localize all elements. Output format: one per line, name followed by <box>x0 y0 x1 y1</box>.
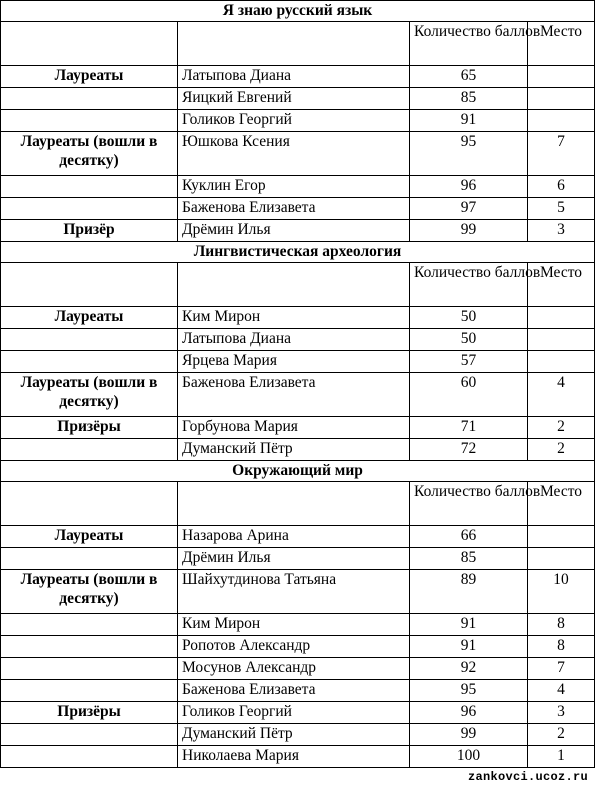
place-value: 7 <box>528 658 595 680</box>
table-row <box>1 220 595 242</box>
participant-name: Ропотов Александр <box>178 636 410 658</box>
category-label: Призёры <box>1 417 178 439</box>
score-value: 57 <box>410 351 528 373</box>
watermark: zankovci.ucoz.ru <box>467 770 588 784</box>
table-row <box>1 66 595 88</box>
section-header-row <box>1 22 595 66</box>
score-value: 91 <box>410 110 528 132</box>
category-label <box>1 110 178 132</box>
place-value <box>528 351 595 373</box>
score-value: 71 <box>410 417 528 439</box>
place-value: 5 <box>528 198 595 220</box>
place-value: 4 <box>528 373 595 417</box>
score-value: 96 <box>410 702 528 724</box>
table-row <box>1 658 595 680</box>
category-label: Призёр <box>1 220 178 242</box>
table-row <box>1 439 595 461</box>
place-value: 3 <box>528 220 595 242</box>
score-value: 85 <box>410 548 528 570</box>
place-value <box>528 329 595 351</box>
participant-name: Дрёмин Илья <box>178 220 410 242</box>
place-value: 8 <box>528 614 595 636</box>
participant-name: Баженова Елизавета <box>178 373 410 417</box>
header-category-cell <box>1 22 178 66</box>
score-value: 99 <box>410 220 528 242</box>
results-body <box>1 1 595 768</box>
place-value <box>528 88 595 110</box>
place-value <box>528 110 595 132</box>
header-place: Место <box>528 22 595 66</box>
category-label: Лауреаты (вошли в десятку) <box>1 132 178 176</box>
category-label <box>1 88 178 110</box>
participant-name: Николаева Мария <box>178 746 410 768</box>
header-score: Количество баллов <box>410 22 528 66</box>
participant-name: Горбунова Мария <box>178 417 410 439</box>
header-score: Количество баллов <box>410 263 528 307</box>
participant-name: Назарова Арина <box>178 526 410 548</box>
place-value: 2 <box>528 439 595 461</box>
place-value: 4 <box>528 680 595 702</box>
section-header-row <box>1 482 595 526</box>
place-value: 1 <box>528 746 595 768</box>
place-value: 6 <box>528 176 595 198</box>
table-row <box>1 88 595 110</box>
table-row <box>1 702 595 724</box>
place-value: 7 <box>528 132 595 176</box>
table-row <box>1 176 595 198</box>
participant-name: Ярцева Мария <box>178 351 410 373</box>
section-title-row <box>1 1 595 22</box>
score-value: 91 <box>410 614 528 636</box>
table-row <box>1 636 595 658</box>
category-label: Лауреаты <box>1 66 178 88</box>
score-value: 97 <box>410 198 528 220</box>
participant-name: Голиков Георгий <box>178 702 410 724</box>
participant-name: Думанский Пётр <box>178 439 410 461</box>
header-place: Место <box>528 482 595 526</box>
category-label <box>1 439 178 461</box>
score-value: 72 <box>410 439 528 461</box>
header-score: Количество баллов <box>410 482 528 526</box>
participant-name: Думанский Пётр <box>178 724 410 746</box>
table-row <box>1 110 595 132</box>
participant-name: Латыпова Диана <box>178 329 410 351</box>
category-label <box>1 636 178 658</box>
header-category-cell <box>1 263 178 307</box>
score-value: 95 <box>410 680 528 702</box>
table-row <box>1 570 595 614</box>
score-value: 65 <box>410 66 528 88</box>
score-value: 91 <box>410 636 528 658</box>
participant-name: Латыпова Диана <box>178 66 410 88</box>
table-row <box>1 526 595 548</box>
section-title-row <box>1 242 595 263</box>
table-row <box>1 724 595 746</box>
category-label <box>1 614 178 636</box>
category-label <box>1 746 178 768</box>
header-name-cell <box>178 22 410 66</box>
participant-name: Куклин Егор <box>178 176 410 198</box>
score-value: 95 <box>410 132 528 176</box>
place-value <box>528 307 595 329</box>
category-label: Лауреаты (вошли в десятку) <box>1 570 178 614</box>
category-label <box>1 724 178 746</box>
place-value: 2 <box>528 417 595 439</box>
participant-name: Шайхутдинова Татьяна <box>178 570 410 614</box>
score-value: 89 <box>410 570 528 614</box>
score-value: 60 <box>410 373 528 417</box>
table-row <box>1 680 595 702</box>
category-label <box>1 198 178 220</box>
score-value: 92 <box>410 658 528 680</box>
participant-name: Юшкова Ксения <box>178 132 410 176</box>
table-row <box>1 307 595 329</box>
header-place: Место <box>528 263 595 307</box>
category-label: Лауреаты <box>1 526 178 548</box>
table-row <box>1 198 595 220</box>
score-value: 85 <box>410 88 528 110</box>
participant-name: Дрёмин Илья <box>178 548 410 570</box>
place-value <box>528 548 595 570</box>
place-value: 2 <box>528 724 595 746</box>
table-row <box>1 351 595 373</box>
score-value: 50 <box>410 329 528 351</box>
score-value: 99 <box>410 724 528 746</box>
score-value: 96 <box>410 176 528 198</box>
table-row <box>1 614 595 636</box>
place-value: 10 <box>528 570 595 614</box>
section-title: Я знаю русский язык <box>1 1 595 22</box>
header-name-cell <box>178 482 410 526</box>
table-row <box>1 548 595 570</box>
place-value <box>528 66 595 88</box>
section-title-row <box>1 461 595 482</box>
section-title: Лингвистическая археология <box>1 242 595 263</box>
participant-name: Мосунов Александр <box>178 658 410 680</box>
table-row <box>1 373 595 417</box>
place-value: 8 <box>528 636 595 658</box>
score-value: 50 <box>410 307 528 329</box>
table-row <box>1 746 595 768</box>
participant-name: Баженова Елизавета <box>178 680 410 702</box>
participant-name: Ким Мирон <box>178 614 410 636</box>
header-name-cell <box>178 263 410 307</box>
place-value <box>528 526 595 548</box>
category-label <box>1 680 178 702</box>
category-label <box>1 351 178 373</box>
place-value: 3 <box>528 702 595 724</box>
participant-name: Голиков Георгий <box>178 110 410 132</box>
category-label <box>1 658 178 680</box>
section-header-row <box>1 263 595 307</box>
participant-name: Яицкий Евгений <box>178 88 410 110</box>
participant-name: Баженова Елизавета <box>178 198 410 220</box>
category-label <box>1 548 178 570</box>
category-label <box>1 176 178 198</box>
table-row <box>1 417 595 439</box>
participant-name: Ким Мирон <box>178 307 410 329</box>
score-value: 66 <box>410 526 528 548</box>
table-row <box>1 329 595 351</box>
score-value: 100 <box>410 746 528 768</box>
header-category-cell <box>1 482 178 526</box>
category-label <box>1 329 178 351</box>
category-label: Лауреаты <box>1 307 178 329</box>
category-label: Лауреаты (вошли в десятку) <box>1 373 178 417</box>
category-label: Призёры <box>1 702 178 724</box>
section-title: Окружающий мир <box>1 461 595 482</box>
table-row <box>1 132 595 176</box>
